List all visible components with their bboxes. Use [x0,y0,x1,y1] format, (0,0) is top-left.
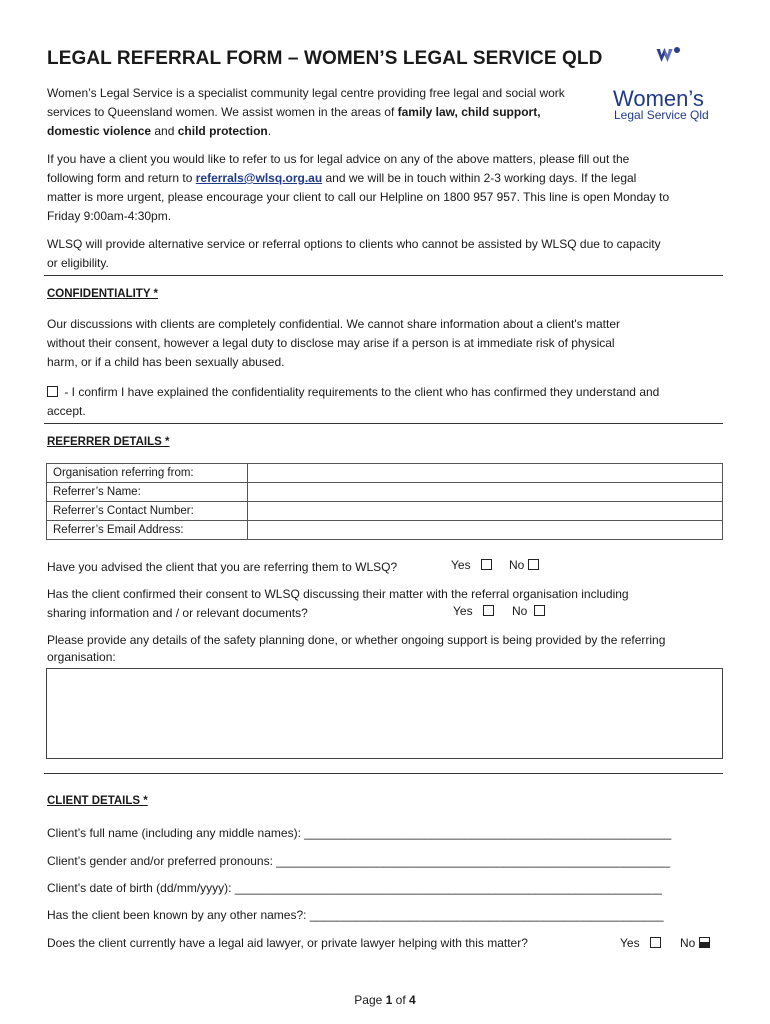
text: - I confirm I have explained the confidentiality requirements to the client who has confirmed they understand and [61,385,660,399]
client-other-names-field[interactable]: Has the client been known by any other names?: _____________________________________________________ [47,908,664,922]
intro-paragraph-3 [47,235,661,273]
consent-no [512,604,548,618]
text-line: sharing information and / or relevant documents? [47,606,308,620]
confidentiality-confirm [47,383,659,421]
intro-line: If you have a client you would like to refer to us for legal advice on any of the above matters, please fill out the [47,152,630,166]
text-line: Our discussions with clients are completely confidential. We cannot share information about a client's matter [47,317,621,331]
wlsq-logo-icon [612,45,730,85]
referrer-heading: REFERRER DETAILS * [47,436,170,448]
client-lawyer-question: Does the client currently have a legal aid lawyer, or private lawyer helping with this matter? [47,936,528,950]
page-label: Page [354,993,386,1007]
text-line [47,383,659,402]
bold-text: child protection [177,124,268,138]
consent-yes-checkbox[interactable] [483,605,494,616]
text-line: harm, or if a child has been sexually abused. [47,355,285,369]
page-footer [0,993,770,1007]
intro-line: Women’s Legal Service is a specialist community legal centre providing free legal and social work [47,86,565,100]
text: and [151,124,178,138]
lawyer-yes [620,936,664,950]
no-label: No [509,558,525,572]
lawyer-yes-checkbox[interactable] [650,937,661,948]
text-line: accept. [47,404,86,418]
yes-label: Yes [453,604,473,618]
client-heading: CLIENT DETAILS * [47,795,148,807]
table-label: Referrer’s Email Address: [47,521,248,540]
safety-planning-textarea[interactable] [46,668,723,759]
client-dob-field[interactable]: Client’s date of birth (dd/mm/yyyy): ________________________________________________________________ [47,881,662,895]
advised-yes-checkbox[interactable] [481,559,492,570]
table-label: Referrer’s Contact Number: [47,502,248,521]
yes-label: Yes [620,936,640,950]
referrer-email-input[interactable] [248,521,723,540]
text: services to Queensland women. We assist women in the areas of [47,105,398,119]
referrer-details-table [46,463,723,540]
text: following form and return to [47,171,196,185]
logo-text-legal-service: Legal Service Qld [614,108,709,122]
referrer-contact-input[interactable] [248,502,723,521]
text: and we will be in touch within 2-3 working days. If the legal [322,171,637,185]
consent-no-checkbox[interactable] [534,605,545,616]
intro-paragraph-2 [47,150,669,226]
intro-line: Friday 9:00am-4:30pm. [47,209,172,223]
logo-text-womens: Women’s [613,86,704,111]
current-page: 1 [385,993,393,1007]
referrer-name-input[interactable] [248,483,723,502]
consent-yes [453,604,497,618]
lawyer-no-checkbox[interactable] [699,937,710,948]
text-line: Please provide any details of the safety planning done, or whether ongoing support is being provided by the referring [47,633,666,647]
client-full-name-field[interactable]: Client’s full name (including any middle names): _______________________________________________________ [47,826,672,840]
table-row [47,521,723,540]
divider [44,275,723,276]
advised-no [509,558,542,572]
confidentiality-paragraph [47,315,620,372]
lawyer-no [680,936,713,950]
intro-line [47,169,669,188]
text-line: Has the client confirmed their consent to WLSQ discussing their matter with the referral organisation including [47,587,629,601]
text: . [267,124,272,138]
divider [44,773,723,774]
total-pages: 4 [409,993,416,1007]
page-title: LEGAL REFERRAL FORM – WOMEN’S LEGAL SERVICE QLD [47,48,603,69]
question-safety-planning [47,632,665,666]
table-row [47,464,723,483]
intro-line [47,122,565,141]
organisation-input[interactable] [248,464,723,483]
referrals-email-link[interactable]: referrals@wlsq.org.au [195,171,323,185]
text-line: organisation: [47,650,116,664]
question-advised: Have you advised the client that you are referring them to WLSQ? [47,560,398,574]
intro-paragraph-1 [47,84,565,141]
advised-yes [451,558,495,572]
table-row [47,483,723,502]
intro-line: WLSQ will provide alternative service or referral options to clients who cannot be assisted by WLSQ due to capacity [47,237,661,251]
confidentiality-heading: CONFIDENTIALITY * [47,288,158,300]
no-label: No [680,936,696,950]
text-line: without their consent, however a legal duty to disclose may arise if a person is at immediate risk of physical [47,336,615,350]
table-row [47,502,723,521]
no-label: No [512,604,528,618]
bold-text: family law, child support, [397,105,541,119]
yes-label: Yes [451,558,471,572]
table-label: Organisation referring from: [47,464,248,483]
intro-line [47,103,565,122]
divider [44,423,723,424]
advised-no-checkbox[interactable] [528,559,539,570]
confirm-checkbox[interactable] [47,386,58,397]
of-label: of [392,993,410,1007]
client-gender-field[interactable]: Client’s gender and/or preferred pronouns: ___________________________________________________________ [47,854,671,868]
table-label: Referrer’s Name: [47,483,248,502]
intro-line: matter is more urgent, please encourage your client to call our Helpline on 1800 957 957. This line is open Monday to [47,190,670,204]
bold-text: domestic violence [47,124,152,138]
intro-line: or eligibility. [47,256,109,270]
